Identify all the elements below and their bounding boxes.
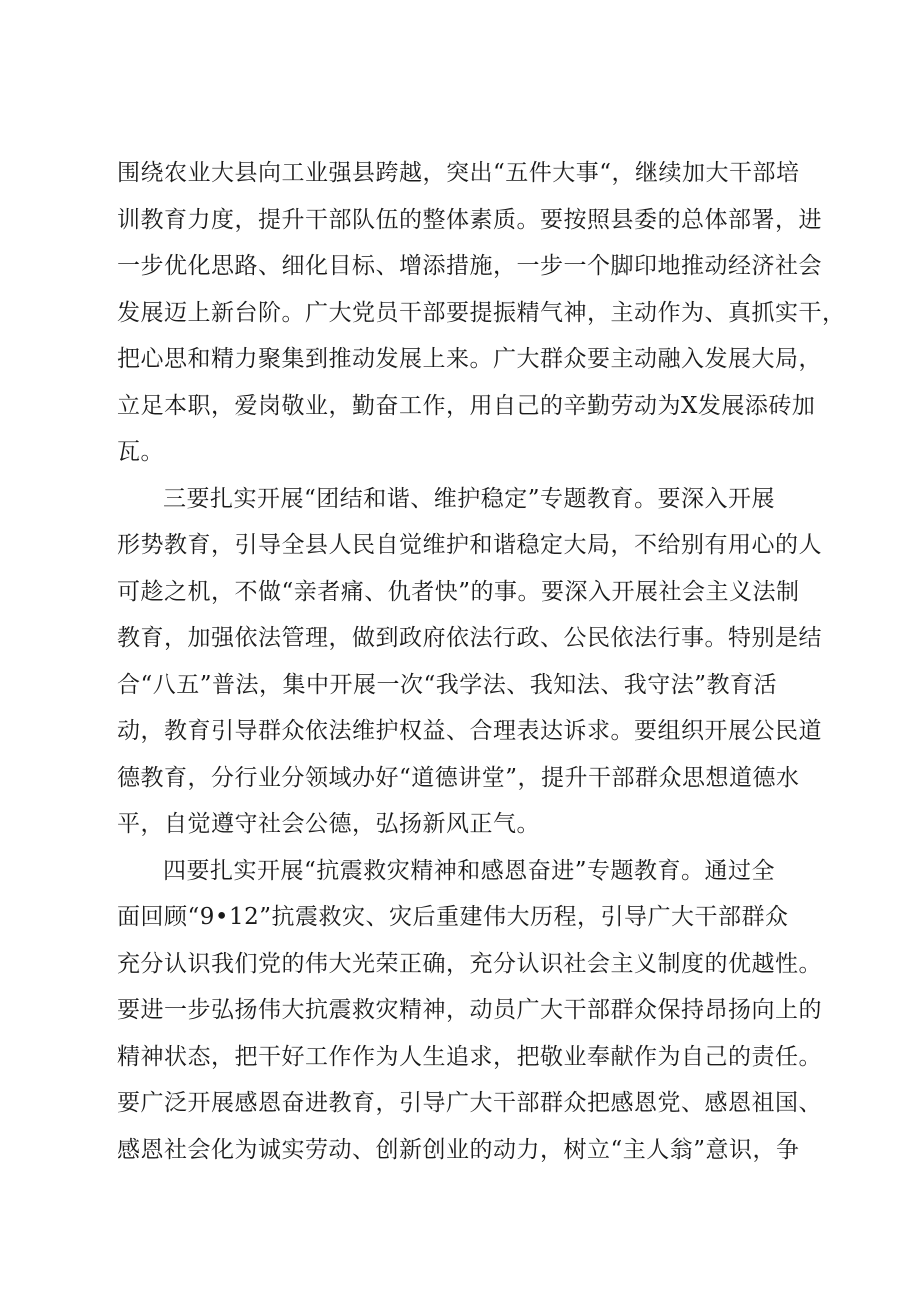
text-line: 三要扎实开展“团结和谐、维护稳定”专题教育。要深入开展: [163, 485, 776, 512]
text-line: 德教育，分行业分领域办好“道德讲堂”，提升干部群众思想道德水: [117, 764, 800, 791]
text-line: 教育，加强依法管理，做到政府依法行政、公民依法行事。特别是结: [117, 625, 822, 651]
text-line: 精神状态，把干好工作作为人生追求，把敬业奉献作为自己的责任。: [117, 1043, 822, 1070]
text-line: 动，教育引导群众依法维护权益、合理表达诉求。要组织开展公民道: [117, 718, 822, 744]
paragraph-point-four: [117, 848, 822, 1174]
text-line: 把心思和精力聚集到推动发展上来。广大群众要主动融入发展大局，: [117, 346, 822, 372]
text-line: 要进一步弘扬伟大抗震救灾精神，动员广大干部群众保持昂扬向上的: [117, 997, 822, 1023]
text-line: 平，自觉遵守社会公德，弘扬新风正气。: [117, 811, 540, 837]
document-body: [117, 150, 846, 1173]
text-line: 充分认识我们党的伟大光荣正确，充分认识社会主义制度的优越性。: [117, 950, 822, 977]
text-line: 要广泛开展感恩奋进教育，引导广大干部群众把感恩党、感恩祖国、: [117, 1090, 822, 1116]
text-line: 四要扎实开展“抗震救灾精神和感恩奋进”专题教育。通过全: [163, 857, 776, 884]
text-line: 形势教育，引导全县人民自觉维护和谐稳定大局，不给别有用心的人: [117, 532, 822, 558]
text-line: 发展迈上新台阶。广大党员干部要提振精气神，主动作为、真抓实干，: [117, 299, 846, 326]
text-line: 立足本职，爱岗敬业，勤奋工作，用自己的辛勤劳动为X发展添砖加: [117, 392, 816, 419]
paragraph-continued: [117, 150, 846, 476]
text-line: 感恩社会化为诚实劳动、创新创业的动力，树立“主人翁”意识，争: [117, 1136, 800, 1163]
text-line: 训教育力度，提升干部队伍的整体素质。要按照县委的总体部署，进: [117, 206, 822, 233]
text-line: 围绕农业大县向工业强县跨越，突出“五件大事“，继续加大干部培: [117, 160, 800, 186]
text-line: 可趁之机，不做“亲者痛、仇者快”的事。要深入开展社会主义法制: [117, 578, 800, 605]
paragraph-point-three: [117, 476, 822, 848]
text-line: 瓦。: [117, 439, 164, 465]
text-line: 合“八五”普法，集中开展一次“我学法、我知法、我守法”教育活: [117, 671, 778, 698]
text-line: 面回顾“9•12”抗震救灾、灾后重建伟大历程，引导广大干部群众: [117, 904, 789, 930]
text-line: 一步优化思路、细化目标、增添措施，一步一个脚印地推动经济社会: [117, 253, 822, 279]
